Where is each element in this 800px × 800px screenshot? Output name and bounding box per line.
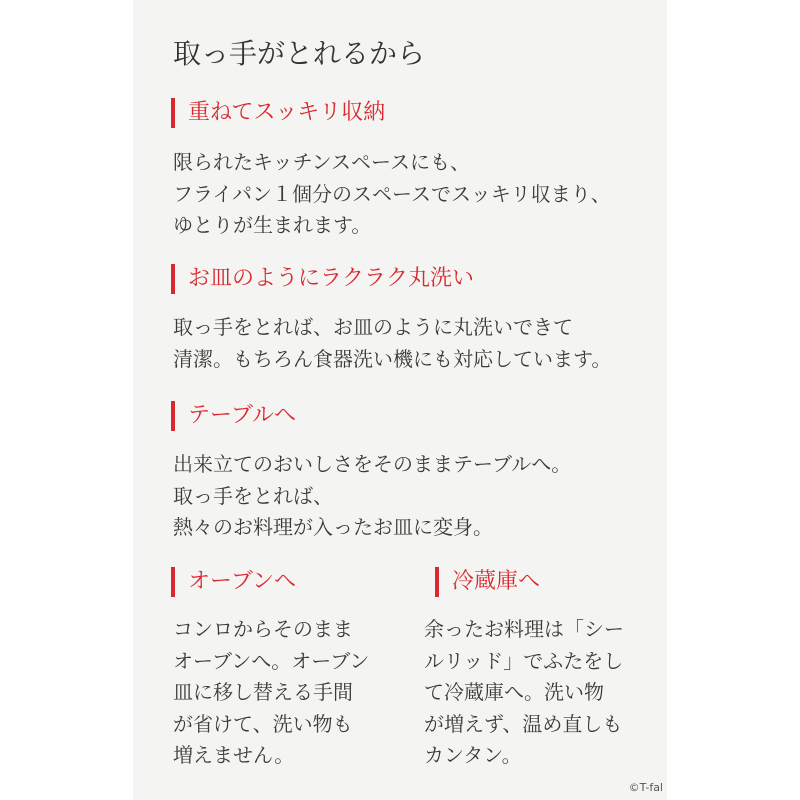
body-line: ゆとりが生まれます。 [173, 213, 372, 237]
body-line: 取っ手をとれば、 [173, 483, 333, 508]
body-line: が増えず、温め直しも [424, 711, 623, 736]
body-line: 取っ手をとれば、お皿のように丸洗いできて [173, 315, 573, 339]
section-heading-fridge [435, 566, 540, 598]
accent-bar [171, 264, 175, 294]
body-line: ルリッド」でふたをし [424, 648, 624, 673]
body-line: コンロからそのまま [173, 617, 353, 641]
body-line: オーブンへ。オーブン [173, 648, 370, 673]
body-line: 増えません。 [173, 743, 295, 767]
section-heading-oven [171, 566, 296, 598]
accent-bar [435, 567, 439, 597]
body-line: 清潔。もちろん食器洗い機にも対応しています。 [173, 346, 612, 371]
body-line: 限られたキッチンスペースにも、 [173, 150, 470, 174]
accent-bar [171, 401, 175, 431]
body-line: フライパン１個分のスペースでスッキリ収まり、 [173, 181, 611, 206]
body-line: 熱々のお料理が入ったお皿に変身。 [173, 515, 493, 539]
body-line: 皿に移し替える手間 [173, 680, 353, 704]
section-body-table [173, 449, 571, 544]
section-heading-text: 冷蔵庫へ [452, 569, 541, 594]
section-heading-wash [171, 263, 474, 295]
section-body-oven [173, 614, 369, 772]
copyright-notice: ©T-fal [628, 781, 663, 794]
section-body-storage [173, 147, 611, 242]
section-body-fridge [424, 614, 624, 772]
section-heading-table [171, 400, 296, 432]
body-line: 余ったお料理は「シー [424, 617, 624, 641]
section-heading-text: 重ねてスッキリ収納 [188, 100, 386, 125]
body-line: カンタン。 [424, 743, 522, 767]
section-heading-text: テーブルへ [188, 403, 297, 428]
feature-card [133, 0, 667, 800]
section-heading-storage [171, 97, 385, 129]
accent-bar [171, 567, 175, 597]
body-line: て冷蔵庫へ。洗い物 [424, 680, 604, 704]
section-heading-text: お皿のようにラクラク丸洗い [188, 266, 475, 291]
page-title: 取っ手がとれるから [173, 37, 426, 70]
accent-bar [171, 98, 175, 128]
section-body-wash [173, 312, 611, 375]
body-line: 出来立てのおいしさをそのままテーブルへ。 [173, 452, 572, 476]
body-line: が省けて、洗い物も [173, 711, 353, 736]
section-heading-text: オーブンへ [188, 569, 297, 594]
